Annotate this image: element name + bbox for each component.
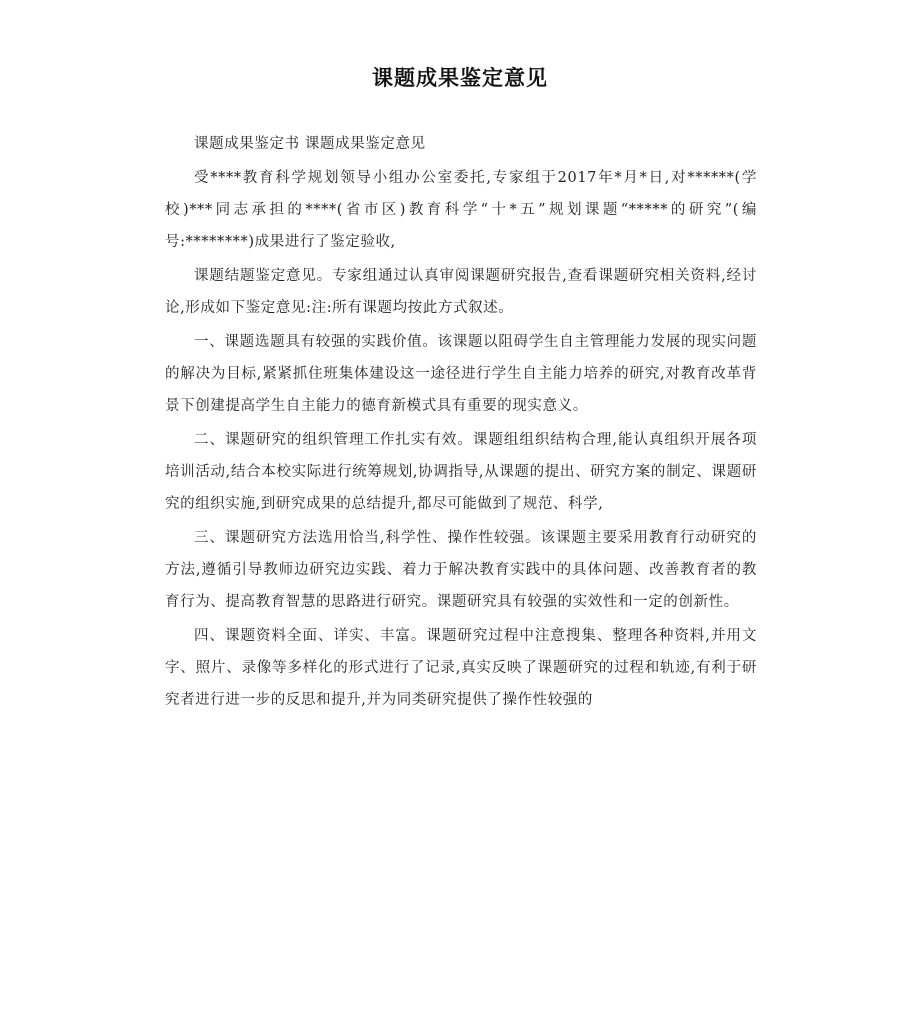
- paragraph-heading-line: 课题成果鉴定书 课题成果鉴定意见: [194, 136, 426, 152]
- paragraph-conclusion-intro: 课题结题鉴定意见。专家组通过认真审阅课题研究报告,查看课题研究相关资料,经讨论,形成如下鉴定意见:注:所有课题均按此方式叙述。: [165, 268, 757, 316]
- document-title: 课题成果鉴定意见: [372, 66, 548, 90]
- paragraph-point-one: 一、课题选题具有较强的实践价值。该课题以阻碍学生自主管理能力发展的现实问题的解决为目标,紧紧抓住班集体建设这一途径进行学生自主能力培养的研究,对教育改革背景下创建提高学生自主能力的德育新模式具有重要的现实意义。: [165, 334, 757, 414]
- paragraph-point-three: 三、课题研究方法选用恰当,科学性、操作性较强。该课题主要采用教育行动研究的方法,遵循引导教师边研究边实践、着力于解决教育实践中的具体问题、改善教育者的教育行为、提高教育智慧的思路进行研究。课题研究具有较强的实效性和一定的创新性。: [165, 530, 757, 610]
- paragraph-commission: 受****教育科学规划领导小组办公室委托,专家组于2017年*月*日,对******(学校)***同志承担的****(省市区)教育科学“十*五”规划课题“*****的研究”(编号:********)成果进行了鉴定验收,: [165, 170, 757, 250]
- paragraph-point-four: 四、课题资料全面、详实、丰富。课题研究过程中注意搜集、整理各种资料,并用文字、照片、录像等多样化的形式进行了记录,真实反映了课题研究的过程和轨迹,有利于研究者进行进一步的反思和提升,并为同类研究提供了操作性较强的: [165, 628, 757, 708]
- paragraph-point-two: 二、课题研究的组织管理工作扎实有效。课题组组织结构合理,能认真组织开展各项培训活动,结合本校实际进行统筹规划,协调指导,从课题的提出、研究方案的制定、课题研究的组织实施,到研究成果的总结提升,都尽可能做到了规范、科学,: [165, 432, 757, 512]
- document-body: [165, 128, 757, 718]
